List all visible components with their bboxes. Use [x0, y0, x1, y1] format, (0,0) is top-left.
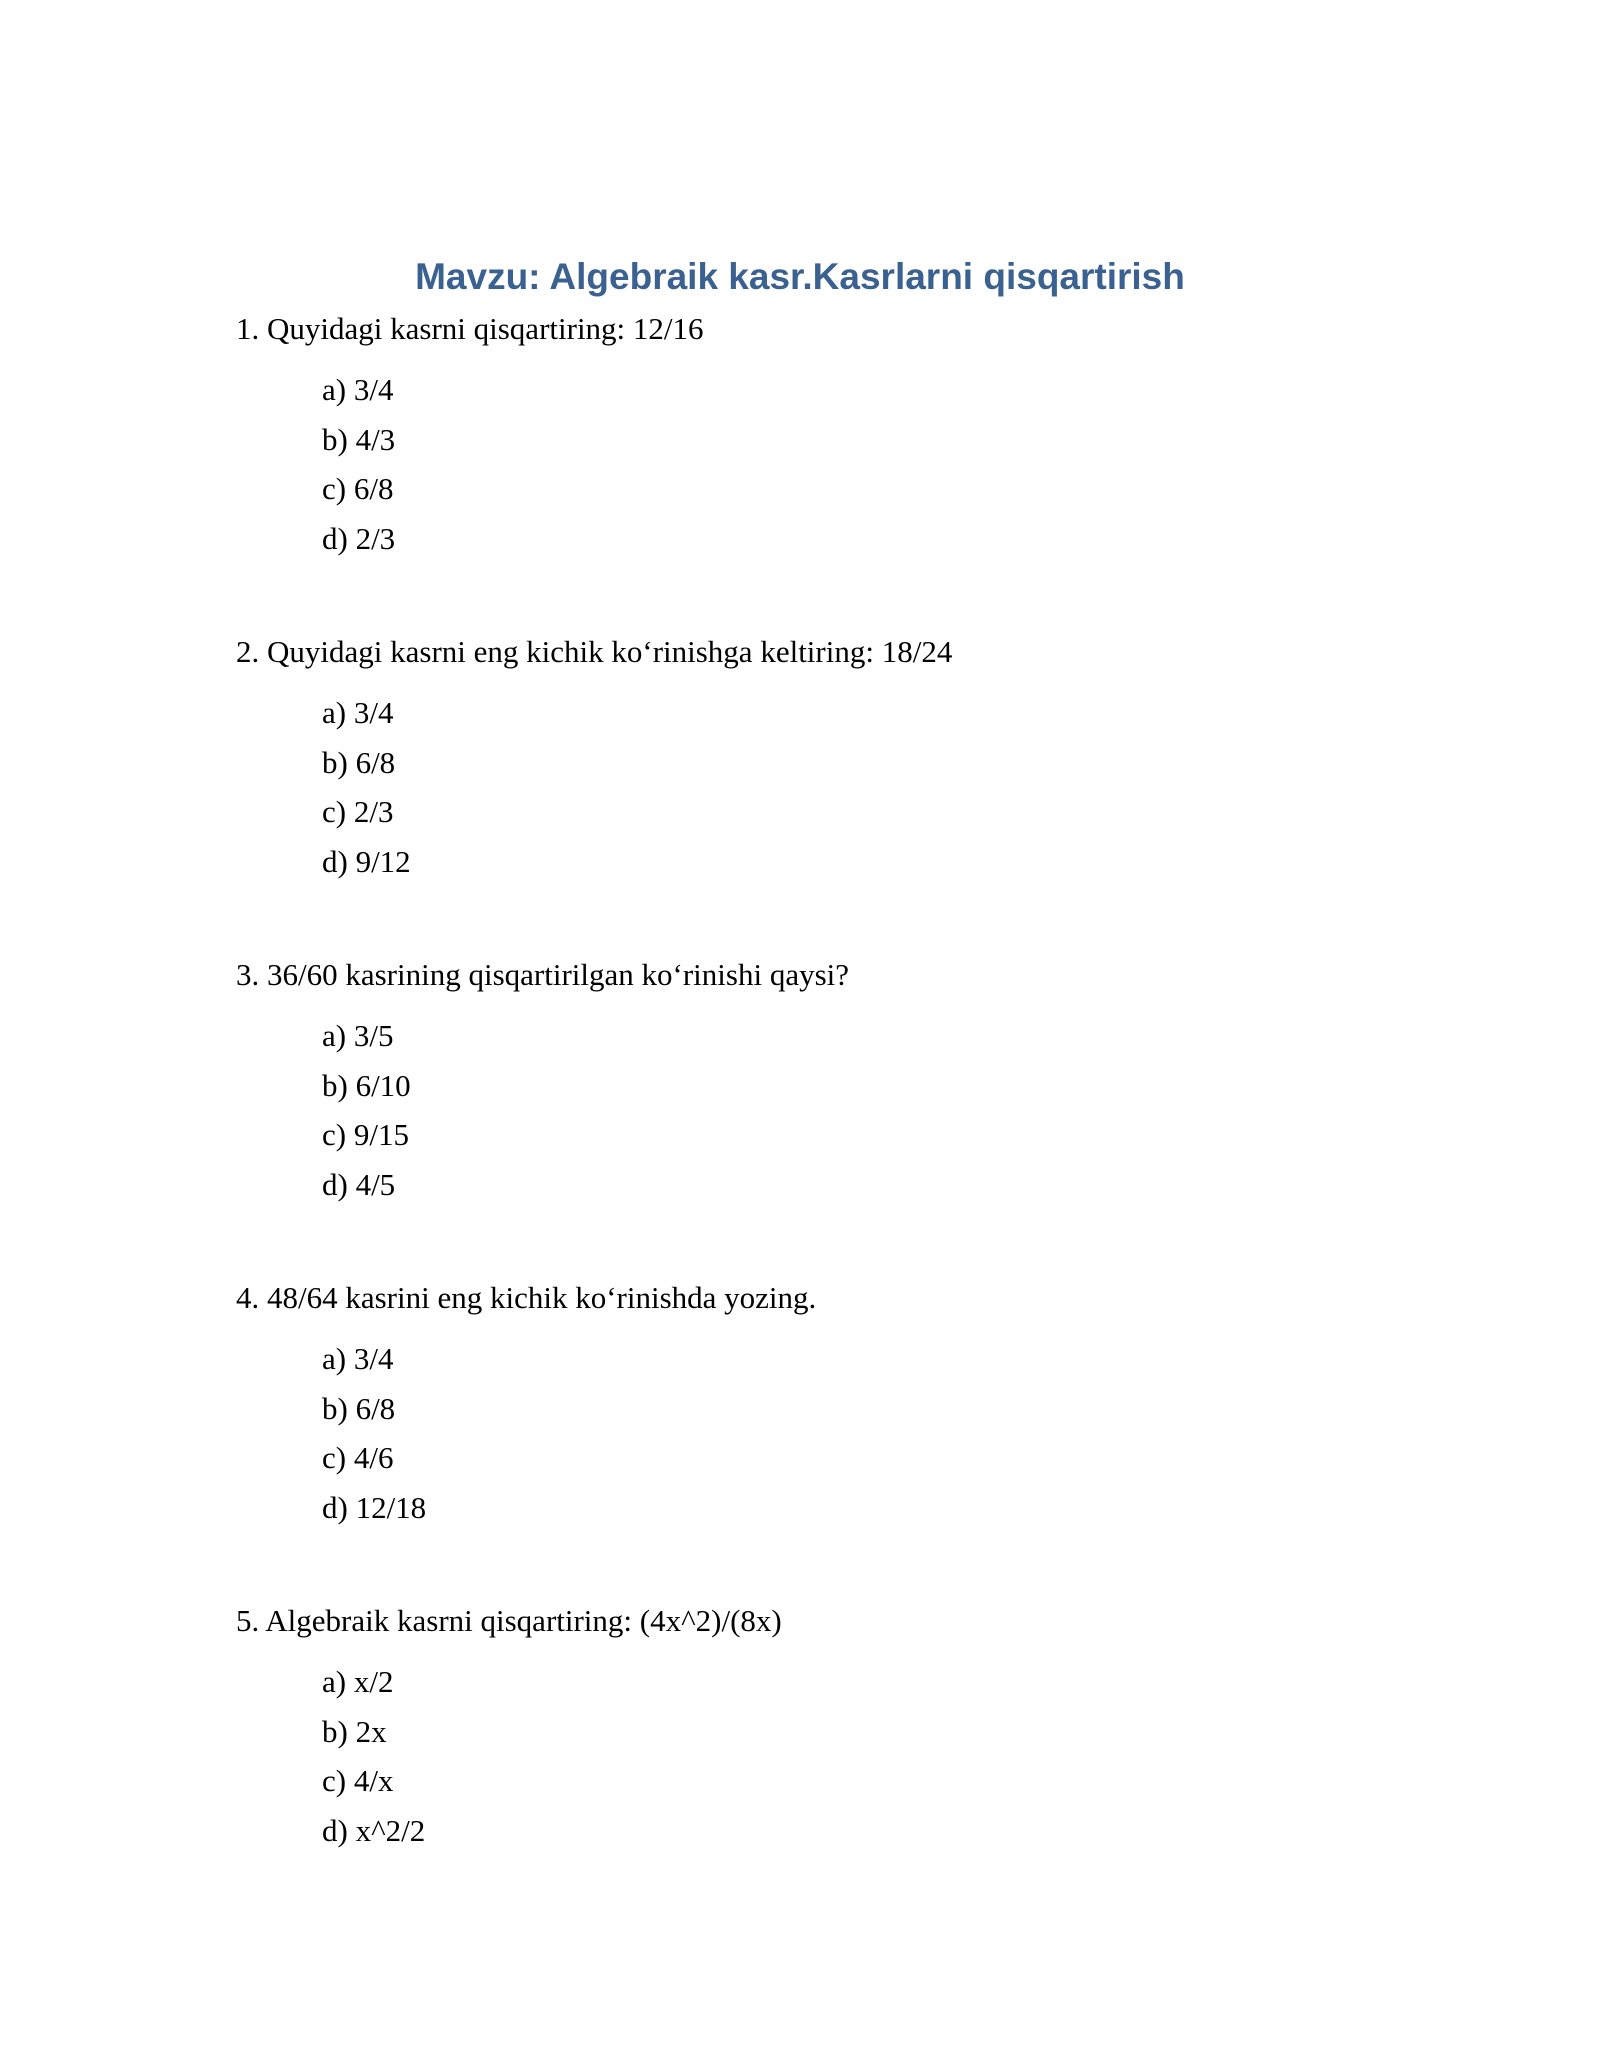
answer-options: [236, 365, 1436, 563]
option-d: d) 9/12: [322, 843, 411, 879]
option-d: d) 4/5: [322, 1166, 396, 1202]
question-1: [236, 309, 1436, 563]
option-d: d) 2/3: [322, 520, 396, 556]
option-a: a) x/2: [322, 1664, 394, 1699]
option-a: a) 3/4: [322, 372, 394, 407]
document-title: Mavzu: Algebraik kasr.Kasrlarni qisqartirish: [415, 256, 1185, 297]
option-c: c) 2/3: [322, 794, 394, 829]
question-text: 3. 36/60 kasrining qisqartirilgan ko‘rinishi qaysi?: [236, 957, 850, 992]
question-text: 2. Quyidagi kasrni eng kichik ko‘rinishga keltiring: 18/24: [236, 634, 953, 669]
option-c: c) 9/15: [322, 1117, 409, 1152]
question-3: [236, 955, 1436, 1209]
option-b: b) 6/10: [322, 1067, 411, 1103]
option-b: b) 6/8: [322, 744, 396, 780]
question-text: 1. Quyidagi kasrni qisqartiring: 12/16: [236, 311, 704, 346]
option-c: c) 6/8: [322, 471, 394, 506]
option-b: b) 2x: [322, 1713, 387, 1749]
question-5: [236, 1601, 1436, 1855]
answer-options: [236, 1011, 1436, 1209]
option-d: d) x^2/2: [322, 1812, 426, 1848]
option-a: a) 3/5: [322, 1018, 394, 1053]
option-d: d) 12/18: [322, 1489, 427, 1525]
option-b: b) 6/8: [322, 1390, 396, 1426]
option-c: c) 4/x: [322, 1763, 394, 1798]
question-2: [236, 632, 1436, 886]
option-a: a) 3/4: [322, 1341, 394, 1376]
answer-options: [236, 1334, 1436, 1532]
question-4: [236, 1278, 1436, 1532]
question-text: 5. Algebraik kasrni qisqartiring: (4x^2)/(8x): [236, 1603, 782, 1638]
answer-options: [236, 1657, 1436, 1855]
option-c: c) 4/6: [322, 1440, 394, 1475]
answer-options: [236, 688, 1436, 886]
option-b: b) 4/3: [322, 421, 396, 457]
question-text: 4. 48/64 kasrini eng kichik ko‘rinishda yozing.: [236, 1280, 817, 1315]
option-a: a) 3/4: [322, 695, 394, 730]
